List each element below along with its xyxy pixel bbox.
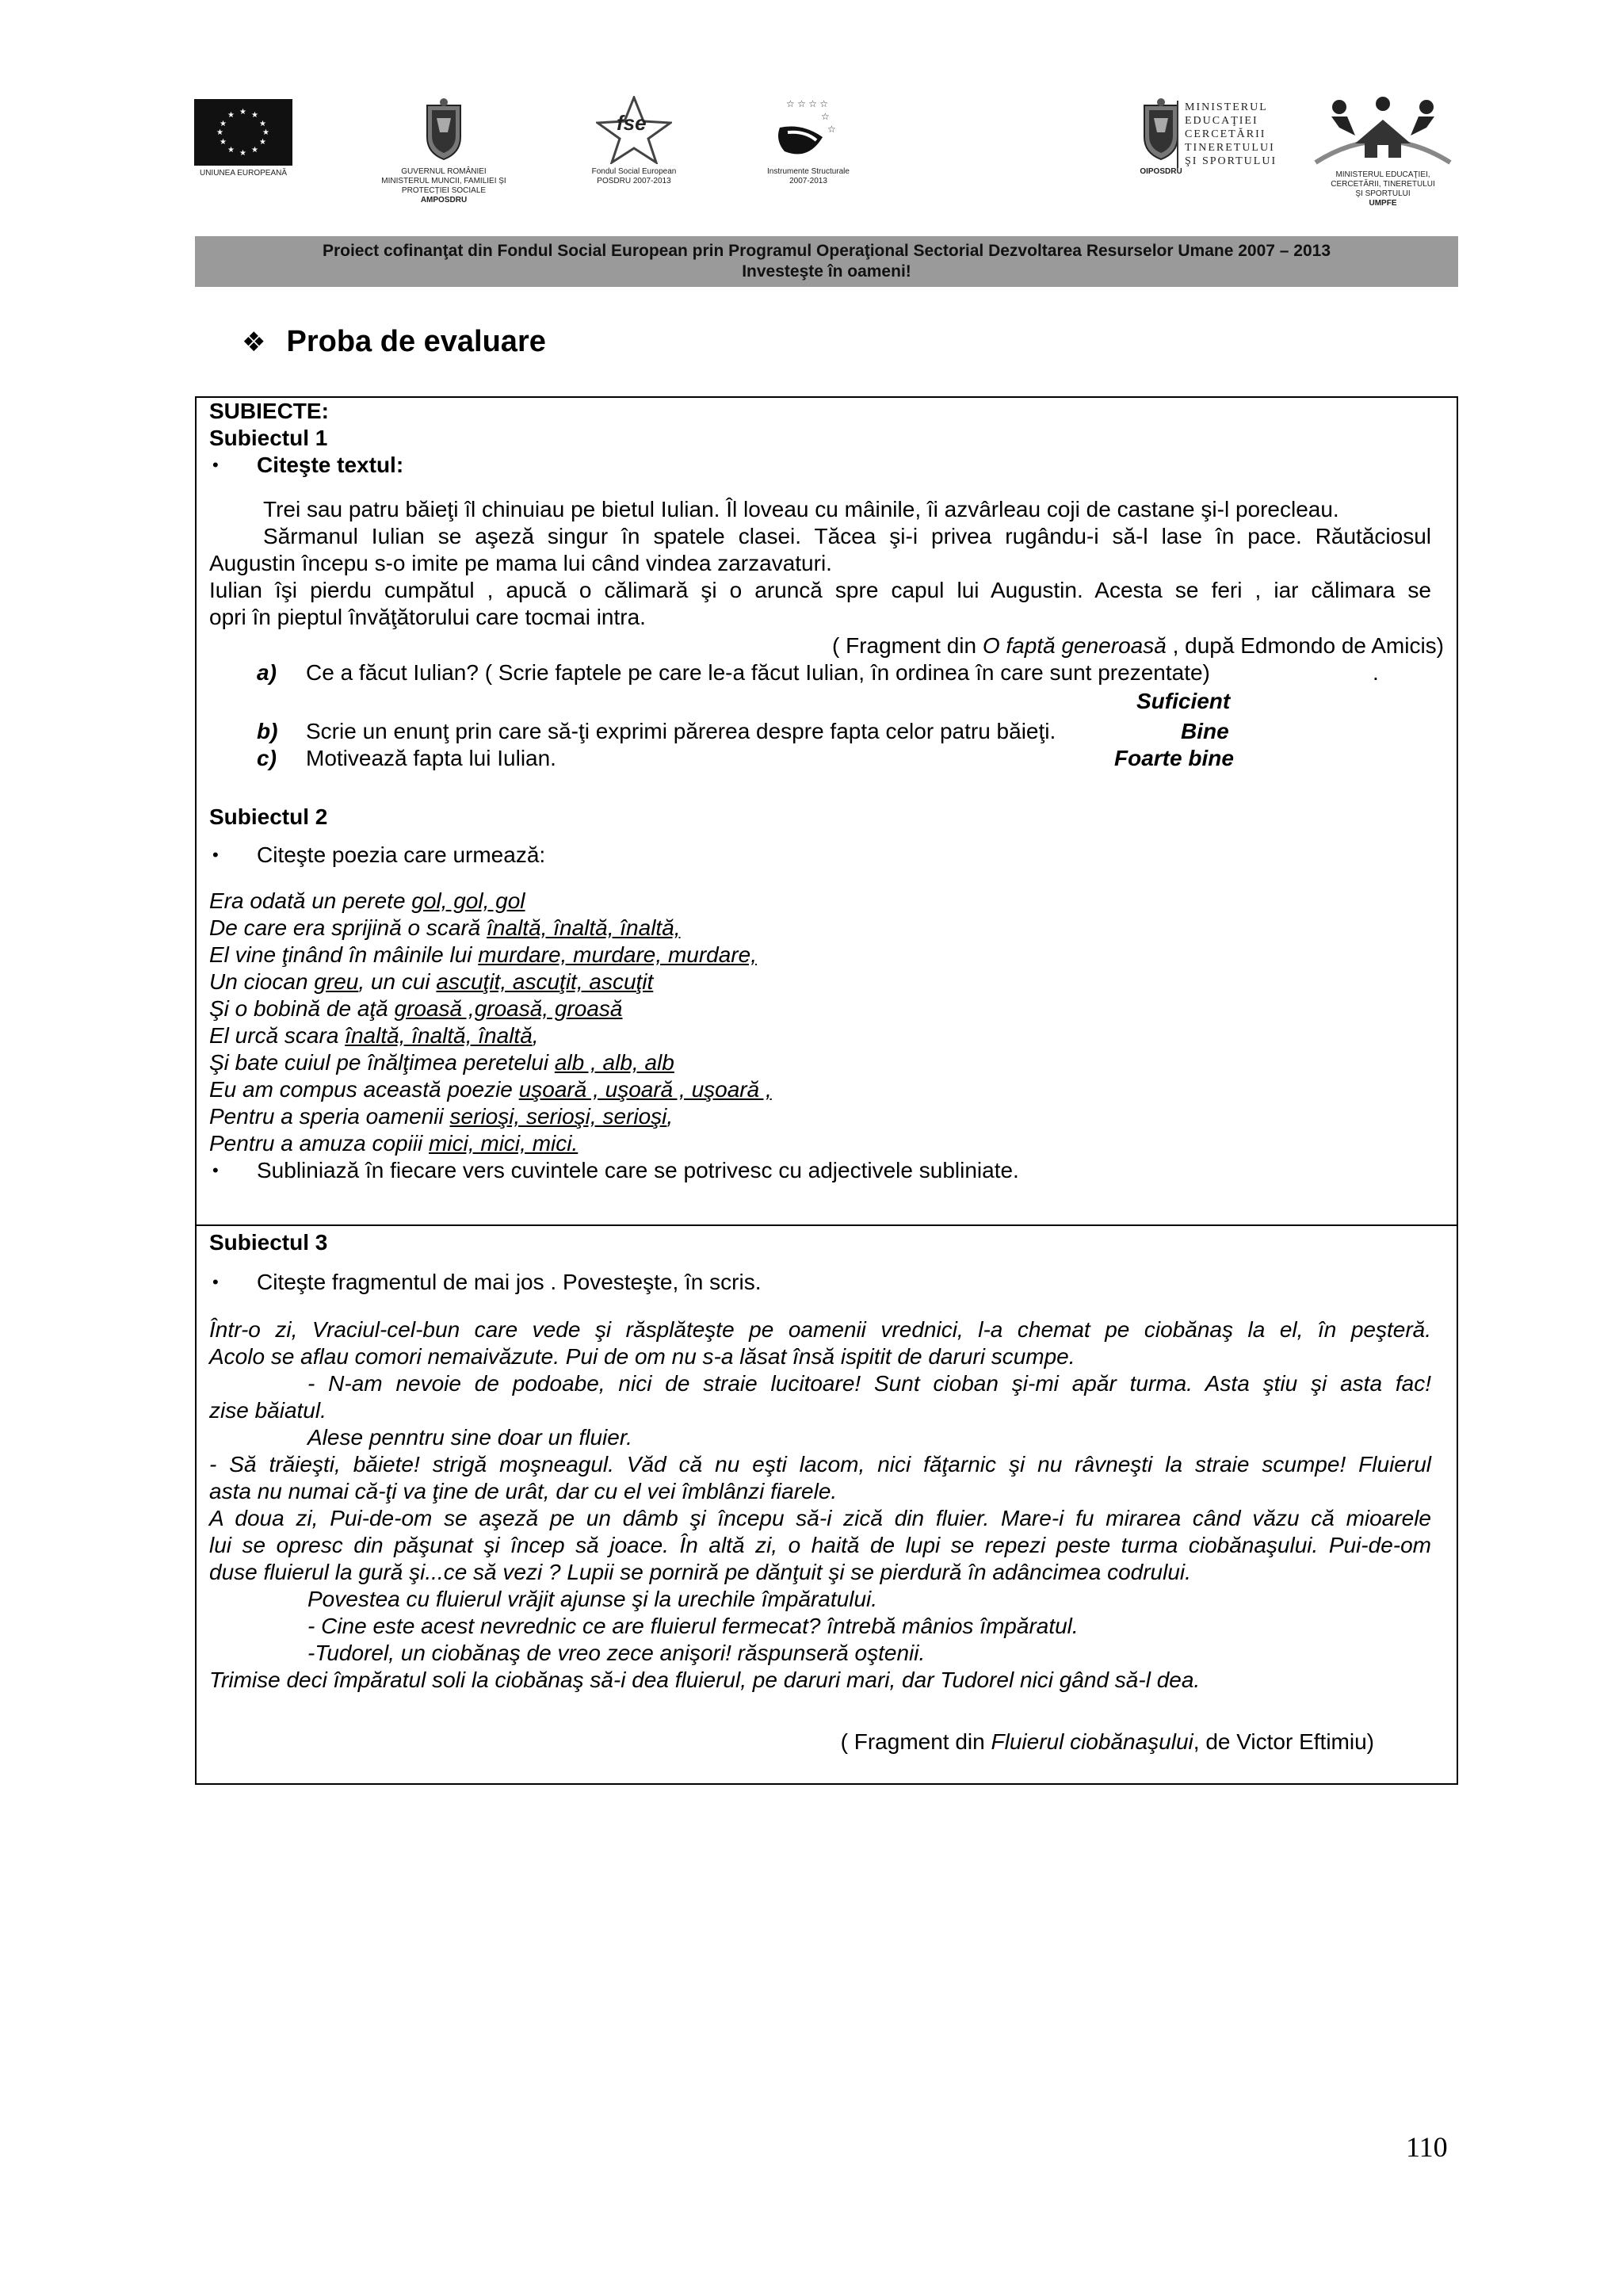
fragment-source [832,632,1444,659]
question-b-label: b) [257,719,278,743]
structural-instruments-line2: 2007-2013 [789,177,827,185]
question-b-text: Scrie un enunţ prin care să-ţi exprimi părerea despre fapta celor patru băieţi. [306,719,1056,743]
ministry-text-3: CERCETĂRII [1185,128,1266,140]
story-line: Într-o zi, Vraciul-cel-bun care vede şi răsplăteşte pe oamenii vrednici, l-a chemat pe ciobănaş la el, în peşteră. [209,1317,1431,1342]
text-line-2: Sărmanul Iulian se aşeză singur în spatele clasei. Tăcea şi-i privea rugându-i să-l lase în pace. Răutăciosul [263,524,1431,548]
oiposdru-caption: OIPOSDRU [1140,167,1182,176]
story-line: - Să trăieşti, băiete! strigă moşneagul. Văd că nu eşti lacom, nici făţarnic şi nu râvneşti la straie scumpe! Fluierul [209,1452,1431,1477]
banner-line2: Investeşte în oameni! [742,262,911,281]
ministry-wordmark [1177,101,1277,168]
eu-caption: UNIUNEA EUROPEANĂ [199,169,288,178]
project-banner [195,236,1458,287]
story-line: zise băiatul. [209,1398,327,1423]
subject-1-instruction: Citeşte textul: [257,453,404,477]
subject-1-title: Subiectul 1 [209,426,328,450]
story-line: Trimise deci împăratul soli la ciobănaş să-i dea fluierul, pe daruri mari, dar Tudorel nici gând să-l dea. [209,1668,1201,1692]
ministry-text-2: EDUCAŢIEI [1185,115,1258,127]
grade-sufficient: Suficient [1136,689,1231,713]
subject-3-instruction: Citeşte fragmentul de mai jos . Povesteşte, în scris. [257,1270,762,1294]
bullet-icon: • [212,455,219,475]
structural-instruments-line1: Instrumente Structurale [767,167,850,176]
svg-text:☆: ☆ [827,124,836,135]
subject-3-section [197,1226,1457,1783]
umpfe-icon [1308,96,1458,167]
banner-line1: Proiect cofinanţat din Fondul Social European prin Programul Operaţional Sectorial Dezvoltarea Resurselor Umane 2007 – 2013 [322,242,1331,260]
umpfe-line1: MINISTERUL EDUCAŢIEI, [1335,170,1430,179]
poem-line: Un ciocan greu, un cui ascuţit, ascuţit, ascuţit [209,969,654,994]
source-prefix: ( Fragment din [840,1729,991,1754]
poem-line: Pentru a speria oamenii serioşi, serioşi, serioşi, [209,1104,674,1129]
bullet-icon: • [212,1160,219,1180]
story-line: Povestea cu fluierul vrăjit ajunse şi la urechile împăratului. [307,1587,878,1611]
coat-of-arms-icon [421,97,467,161]
poem-line: De care era sprijină o scară înaltă, înaltă, înaltă, [209,915,681,940]
subject-2-instruction: Citeşte poezia care urmează: [257,842,546,867]
poem-line: Eu am compus această poezie uşoară , uşoară , uşoară , [209,1077,772,1102]
text-line-5: opri în pieptul învăţătorului care tocmai intra. [209,605,646,629]
bullet-icon: • [212,1272,219,1292]
question-a-dot: . [1373,660,1379,685]
government-line1: GUVERNUL ROMÂNIEI [401,167,487,176]
poem-line: Şi o bobină de aţă groasă ,groasă, groasă [209,996,623,1021]
source-title: O faptă generoasă [982,633,1167,658]
text-line-4: Iulian îşi pierdu cumpătul , apucă o călimară şi o aruncă spre capul lui Augustin. Acesta se feri , iar călimara se [209,578,1431,602]
story-line: - N-am nevoie de podoabe, nici de straie lucitoare! Sunt cioban şi-mi apăr turma. Asta ştiu şi asta fac! [307,1371,1431,1396]
text-line-3: Augustin începu s-o imite pe mama lui când vindea zarzavaturi. [209,551,832,575]
structural-instruments-logo [749,96,868,186]
grade-good: Bine [1181,719,1229,743]
heading-title: Proba de evaluare [286,325,546,358]
umpfe-line4: UMPFE [1369,199,1397,208]
page-number: 110 [1406,2131,1448,2163]
source-author: , după Edmondo de Amicis) [1166,633,1444,658]
subject-2-task: Subliniază în fiecare vers cuvintele care se potrivesc cu adjectivele subliniate. [257,1158,1019,1182]
text-line-1: Trei sau patru băieţi îl chinuiau pe bietul Iulian. Îl loveau cu mâinile, îi azvârleau coji de castane şi-l porecleau. [263,497,1339,521]
question-c-text: Motivează fapta lui Iulian. [306,746,556,770]
question-c-label: c) [257,746,277,770]
eu-flag-icon: ★ ★ ★ ★ ★ ★ ★ ★ ★ ★ ★ ★ [194,99,292,166]
structural-instruments-icon [770,96,846,164]
story-line: Alese penntru sine doar un fluier. [307,1425,632,1450]
ministry-text-5: ŞI SPORTULUI [1185,155,1277,167]
umpfe-logo [1304,96,1462,208]
assessment-frame [195,396,1458,1785]
poem-line: El urcă scara înaltă, înaltă, înaltă, [209,1023,539,1048]
ministry-text-4: TINERETULUI [1185,142,1275,154]
story-line: lui se opresc din păşunat şi încep să joace. În altă zi, o haită de lupi se repezi peste turma ciobănaşului. Pui-de-om [209,1533,1431,1557]
umpfe-line3: ŞI SPORTULUI [1355,189,1411,198]
government-logo [369,97,519,205]
fragment-source [841,1729,1374,1755]
story-line: Acolo se aflau comori nemaivăzute. Pui de om nu s-a lăsat însă ispitit de daruri scumpe. [209,1344,1075,1369]
government-line3: PROTECȚIEI SOCIALE [401,186,487,195]
poem-line: Şi bate cuiul pe înălţimea peretelui alb , alb, alb [209,1050,674,1075]
diamond-bullet-icon: ❖ [242,327,266,357]
poem-line: El vine ţinând în mâinile lui murdare, murdare, murdare, [209,942,757,967]
svg-text:☆: ☆ [821,111,830,122]
fse-line1: Fondul Social European [591,167,677,176]
government-line2: MINISTERUL MUNCII, FAMILIEI ȘI [381,177,506,185]
poem-line: Era odată un perete gol, gol, gol [209,888,525,913]
grade-very-good: Foarte bine [1114,746,1234,770]
question-a-label: a) [257,660,277,685]
story-line: asta nu numai că-ţi va ţine de urât, dar cu el vei îmblânzi fiarele. [209,1479,838,1503]
svg-text:☆ ☆ ☆ ☆: ☆ ☆ ☆ ☆ [786,98,829,109]
source-prefix: ( Fragment din [831,633,983,658]
logo-strip [194,91,1466,226]
story-line: - Cine este acest nevrednic ce are fluierul fermecat? întrebă mânios împăratul. [307,1614,1079,1638]
subject-2-title: Subiectul 2 [209,804,328,829]
subjects-label: SUBIECTE: [209,399,329,423]
story-line: -Tudorel, un ciobănaş de vreo zece anişori! răspunseră oştenii. [307,1641,926,1665]
subject-1-2-section [197,398,1457,1226]
fse-star-icon [596,96,672,164]
page-heading [242,325,546,359]
story-line: A doua zi, Pui-de-om se aşeză pe un dâmb şi începu să-i zică din fluier. Mare-i fu mirarea când văzu că mioarele [209,1506,1431,1530]
fse-line2: POSDRU 2007-2013 [597,177,671,185]
bullet-icon: • [212,845,219,865]
ministry-text-1: MINISTERUL [1185,101,1268,113]
eu-logo [194,99,292,178]
subject-3-title: Subiectul 3 [209,1230,328,1255]
fse-logo [575,96,693,186]
story-line: duse fluierul la gură şi...ce să vezi ? Lupii se porniră pe dănţuit şi se pierdură în adâncimea codrului. [209,1560,1191,1584]
source-author: , de Victor Eftimiu) [1193,1729,1374,1754]
question-a-text: Ce a făcut Iulian? ( Scrie faptele pe care le-a făcut Iulian, în ordinea în care sunt prezentate) [306,660,1210,685]
fse-mark: fse [617,111,647,135]
poem-line: Pentru a amuza copiii mici, mici, mici. [209,1131,579,1156]
source-title: Fluierul ciobănaşului [991,1729,1193,1754]
government-line4: AMPOSDRU [420,196,468,204]
umpfe-line2: CERCETĂRII, TINERETULUI [1331,180,1435,189]
